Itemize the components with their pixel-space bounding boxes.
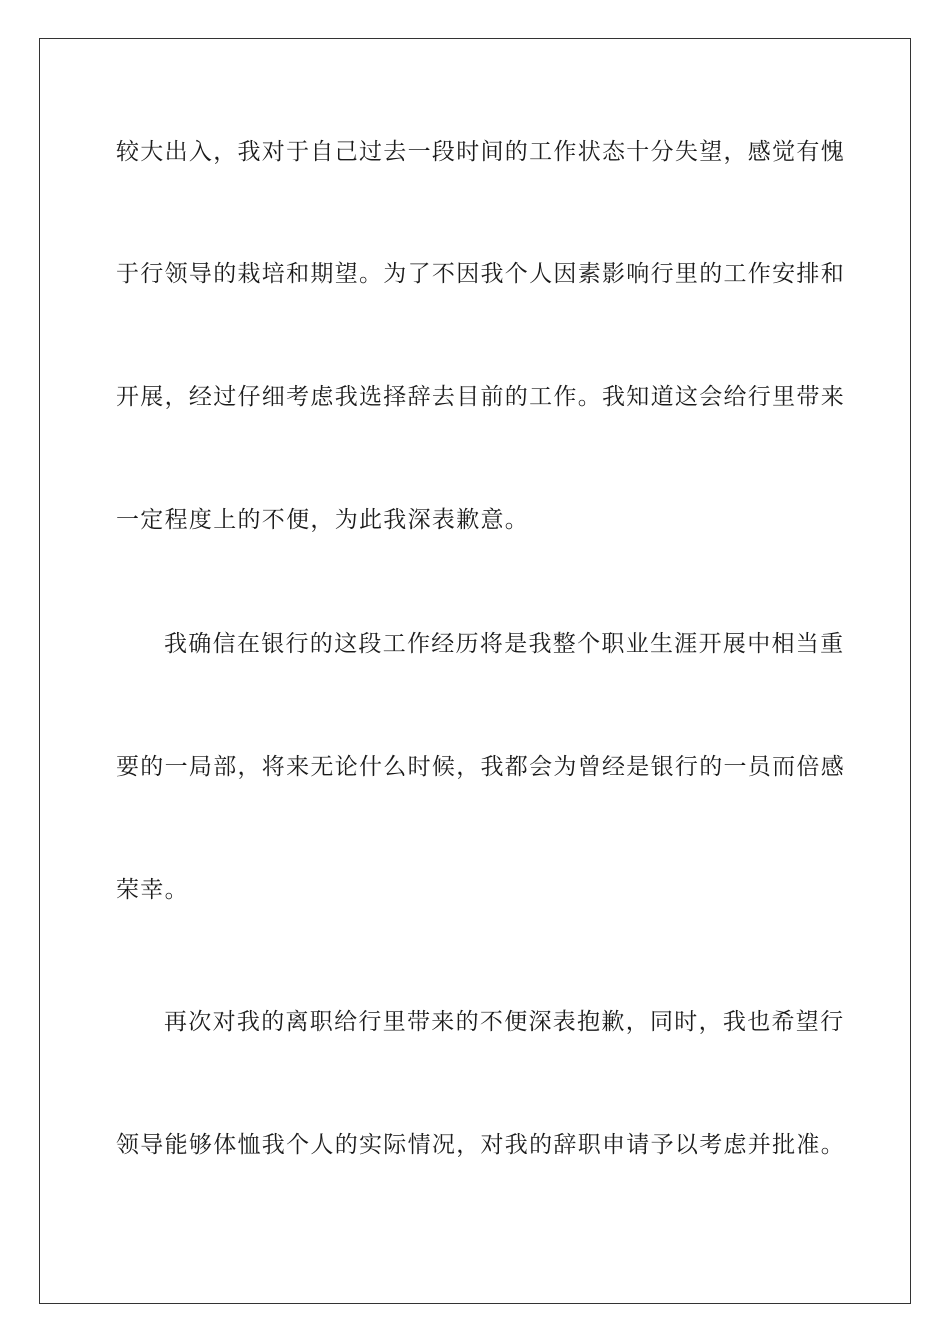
paragraph-1-line-1: 较大出入，我对于自己过去一段时间的工作状态十分失望，感觉有愧 <box>116 139 845 165</box>
paragraph-3-line-2: 领导能够体恤我个人的实际情况，对我的辞职申请予以考虑并批准。 <box>116 1132 845 1158</box>
paragraph-3-line-1: 再次对我的离职给行里带来的不便深表抱歉，同时，我也希望行 <box>164 1009 845 1035</box>
paragraph-2-line-3: 荣幸。 <box>116 877 189 903</box>
paragraph-2-line-1: 我确信在银行的这段工作经历将是我整个职业生涯开展中相当重 <box>164 631 845 657</box>
paragraph-1-line-3: 开展，经过仔细考虑我选择辞去目前的工作。我知道这会给行里带来 <box>116 384 845 410</box>
paragraph-1-line-4: 一定程度上的不便，为此我深表歉意。 <box>116 507 530 533</box>
paragraph-1-line-2: 于行领导的栽培和期望。为了不因我个人因素影响行里的工作安排和 <box>116 261 845 287</box>
paragraph-2-line-2: 要的一局部，将来无论什么时候，我都会为曾经是银行的一员而倍感 <box>116 754 845 780</box>
page-border <box>39 38 911 1304</box>
